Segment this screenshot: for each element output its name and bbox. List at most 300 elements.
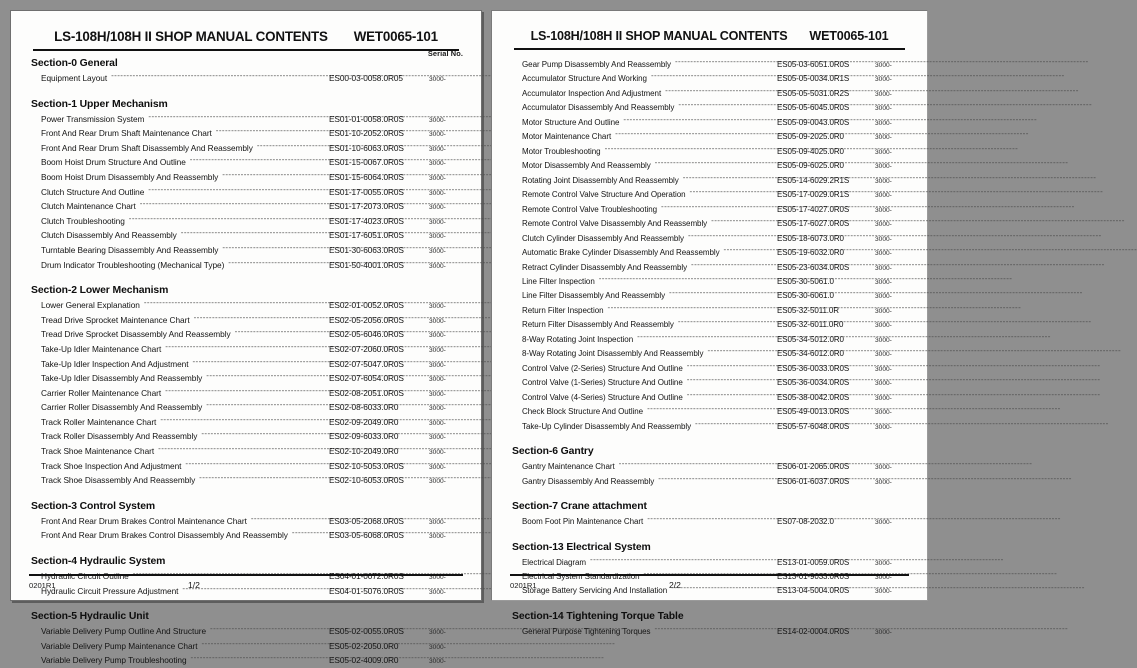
toc-entry-code: ES05-03-6051.0R0S: [777, 59, 850, 69]
toc-entry-title: Control Valve (4-Series) Structure And Outline: [522, 392, 683, 402]
toc-entry-code: ES00-03-0058.0R05: [329, 73, 403, 83]
toc-entry-title: Clutch Cylinder Disassembly And Reassembly: [522, 233, 684, 243]
toc-entry[interactable]: [510, 71, 909, 85]
toc-entry[interactable]: [29, 214, 463, 229]
toc-entry-title: 8-Way Rotating Joint Inspection: [522, 334, 634, 344]
toc-entry-serial: 3000-: [429, 574, 446, 582]
toc-entry[interactable]: [510, 332, 909, 346]
toc-entry-serial: 3000-: [875, 322, 892, 330]
toc-entry-code: ES02-01-0052.0R0S: [329, 300, 404, 311]
page-1: [10, 10, 482, 666]
toc-entry[interactable]: [510, 187, 909, 201]
toc-entry-code: ES05-34-5012.0R0: [777, 334, 844, 344]
toc-entry-title: Boom Hoist Drum Structure And Outline: [41, 157, 186, 168]
toc-entry-serial: 3000-: [875, 163, 892, 171]
toc-entry[interactable]: [29, 298, 463, 313]
toc-entry-serial: 3000-: [429, 218, 446, 226]
dot-leader: [165, 388, 325, 396]
toc-entry[interactable]: [29, 415, 463, 430]
toc-entry-code: ES14-02-0004.0R0S: [777, 626, 850, 636]
toc-entry-code: ES13-01-0059.0R0S: [777, 557, 850, 567]
toc-entry-code: ES01-17-6051.0R0S: [329, 230, 404, 241]
toc-entry[interactable]: [29, 342, 463, 357]
toc-entry-serial: 3000-: [875, 409, 892, 417]
toc-entry[interactable]: [29, 258, 463, 273]
dot-leader: [623, 117, 773, 125]
toc-entry-serial: 3000-: [875, 235, 892, 243]
toc-entry-serial: 3000-: [875, 588, 892, 596]
toc-entry[interactable]: [29, 371, 463, 386]
toc-entry-title: Retract Cylinder Disassembly And Reassembly: [522, 262, 688, 272]
toc-entry-title: Track Roller Maintenance Chart: [41, 416, 157, 427]
toc-entry-serial: 3000-: [875, 559, 892, 567]
toc-entry-serial: 3000-: [875, 464, 892, 472]
toc-entry[interactable]: [510, 100, 909, 114]
toc-entry-serial: 3000-: [875, 628, 892, 636]
toc-entry-title: Gantry Disassembly And Reassembly: [522, 476, 655, 486]
toc-entry[interactable]: [29, 199, 463, 214]
toc-entry-serial: 3000-: [875, 119, 892, 127]
toc-entry-serial: 3000-: [875, 250, 892, 258]
dot-leader: [292, 530, 325, 538]
toc-entry[interactable]: [29, 400, 463, 415]
header-rule: [33, 49, 459, 51]
toc-entry[interactable]: [510, 375, 909, 389]
toc-entry-serial: 3000-: [429, 145, 446, 153]
dot-leader: [158, 446, 325, 454]
toc-entry-serial: 3000-: [429, 303, 446, 311]
toc-entry-serial: 3000-: [875, 423, 892, 431]
toc-entry-serial: 3000-: [429, 317, 446, 325]
toc-entry-serial: 3000-: [875, 105, 892, 113]
toc-entry-code: ES05-23-6034.0R0S: [777, 262, 850, 272]
toc-entry[interactable]: [510, 624, 909, 638]
toc-entry-code: ES05-05-6045.0R0S: [777, 103, 850, 113]
toc-entry[interactable]: [510, 216, 909, 230]
toc-entry-title: Variable Delivery Pump Maintenance Chart: [41, 640, 198, 651]
toc-entry-code: ES05-34-6012.0R0: [777, 349, 844, 359]
dot-leader: [691, 262, 773, 270]
toc-entry-title: Control Valve (1-Series) Structure And Outline: [522, 378, 683, 388]
toc-entry-code: ES05-02-4009.0R0: [329, 655, 399, 666]
toc-entry-code: ES05-09-6025.0R0: [777, 161, 844, 171]
section-heading: Section-2 Lower Mechanism: [31, 285, 169, 297]
toc-entry-code: ES05-05-5031.0R2S: [777, 88, 850, 98]
dot-leader: [678, 319, 773, 327]
toc-entry-code: ES01-10-6063.0R0S: [329, 142, 404, 153]
toc-entry[interactable]: [510, 86, 909, 100]
toc-entry-code: ES05-17-0029.0R1S: [777, 190, 850, 200]
toc-entry-code: ES02-10-6053.0R0S: [329, 475, 404, 486]
toc-entry[interactable]: [29, 141, 463, 156]
dot-leader: [599, 276, 773, 284]
toc-entry-serial: 3000-: [429, 262, 446, 270]
section-heading: Section-13 Electrical System: [512, 541, 651, 553]
toc-entry-title: Take-Up Idler Inspection And Adjustment: [41, 358, 189, 369]
manual-title: LS-108H/108H II SHOP MANUAL CONTENTS: [530, 29, 788, 43]
toc-entry-code: ES01-17-4023.0R0S: [329, 215, 404, 226]
toc-entry-serial: 3000-: [875, 478, 892, 486]
dot-leader: [201, 641, 325, 649]
toc-entry[interactable]: [29, 313, 463, 328]
toc-entry-code: ES06-01-6037.0R0S: [777, 476, 850, 486]
dot-leader: [661, 204, 773, 212]
toc-entry-code: ES03-05-6068.0R0S: [329, 530, 404, 541]
toc-entry-title: Return Filter Disassembly And Reassembly: [522, 320, 674, 330]
dot-leader: [210, 626, 325, 634]
toc-entry-title: Accumulator Disassembly And Reassembly: [522, 103, 675, 113]
dot-leader: [637, 334, 773, 342]
toc-entry-title: Tread Drive Sprocket Disassembly And Reassembly: [41, 329, 231, 340]
dot-leader: [140, 201, 325, 209]
toc-entry[interactable]: [29, 653, 463, 668]
dot-leader: [160, 417, 325, 425]
toc-entry[interactable]: [510, 514, 909, 528]
section-heading: Section-4 Hydraulic System: [31, 556, 166, 568]
serial-no-column-header: Serial No.: [427, 49, 463, 58]
toc-entry[interactable]: [29, 228, 463, 243]
toc-entry-code: ES07-08-2032.0: [777, 517, 834, 527]
toc-entry-serial: 3000-: [429, 658, 446, 666]
toc-entry-title: Track Shoe Maintenance Chart: [41, 446, 155, 457]
footer-row: [29, 580, 463, 590]
toc-entry-title: Electrical System Standardization: [522, 572, 640, 581]
toc-entry-code: ES02-07-6054.0R0S: [329, 373, 404, 384]
toc-entry-serial: 3000-: [875, 76, 892, 84]
toc-entry-title: Line Filter Disassembly And Reassembly: [522, 291, 666, 301]
toc-entry-code: ES01-17-2073.0R0S: [329, 201, 404, 212]
dot-leader: [206, 402, 325, 410]
footer-rule: [510, 574, 909, 576]
toc-entry[interactable]: [510, 57, 909, 71]
toc-entry-code: ES01-17-0055.0R0S: [329, 186, 404, 197]
toc-entry-title: Front And Rear Drum Brakes Control Disassembly And Reassembly: [41, 530, 288, 541]
dot-leader: [190, 157, 325, 165]
toc-entry-title: Front And Rear Drum Shaft Disassembly And Reassembly: [41, 142, 253, 153]
dot-leader: [194, 315, 325, 323]
dot-leader: [687, 392, 773, 400]
dot-leader: [707, 348, 773, 356]
toc-entry[interactable]: [510, 173, 909, 187]
toc-entry[interactable]: [29, 514, 463, 529]
toc-entry[interactable]: [29, 126, 463, 141]
page-2-inner: [492, 11, 927, 636]
toc-entry-serial: 3000-: [429, 419, 446, 427]
dot-leader: [228, 260, 325, 268]
toc-entry-code: ES01-01-0058.0R0S: [329, 113, 404, 124]
toc-entry-serial: 3000-: [875, 61, 892, 69]
dot-leader: [658, 476, 773, 484]
toc-entry-code: ES13-04-5004.0R0S: [777, 586, 850, 596]
toc-entry-title: Track Shoe Inspection And Adjustment: [41, 460, 182, 471]
toc-entry-code: ES05-30-5061.0: [777, 276, 834, 286]
toc-entry-serial: 3000-: [429, 233, 446, 241]
toc-entry-code: ES06-01-2065.0R0S: [777, 462, 850, 472]
page-number: 1/2: [188, 580, 200, 590]
toc-entry-title: General Purpose Tightening Torques: [522, 626, 651, 636]
toc-entry-code: ES05-09-2025.0R0: [777, 132, 844, 142]
toc-entry[interactable]: [29, 459, 463, 474]
toc-entry-code: ES05-17-4027.0R0S: [777, 204, 850, 214]
toc-entry[interactable]: [29, 170, 463, 185]
dot-leader: [647, 516, 773, 524]
toc-entry[interactable]: [29, 327, 463, 342]
toc-entry[interactable]: [29, 357, 463, 372]
toc-entry-title: Accumulator Structure And Working: [522, 74, 647, 84]
page-2-footer: [510, 574, 909, 590]
toc-entry[interactable]: [510, 115, 909, 129]
section-heading: Section-7 Crane attachment: [512, 501, 647, 513]
toc-entry-serial: 3000-: [429, 643, 446, 651]
toc-entry-title: Front And Rear Drum Shaft Maintenance Chart: [41, 128, 212, 139]
toc-entry[interactable]: [29, 639, 463, 654]
page-1-footer: [29, 571, 463, 590]
section-heading: Section-5 Hydraulic Unit: [31, 611, 149, 623]
toc-entry-serial: 3000-: [875, 134, 892, 142]
toc-entry-title: Power Transmission System: [41, 113, 145, 124]
toc-entry-title: Carrier Roller Maintenance Chart: [41, 387, 162, 398]
toc-entry-title: Clutch Disassembly And Reassembly: [41, 230, 177, 241]
toc-entry-title: Hydraulic Circuit Pressure Adjustment: [41, 585, 179, 596]
toc-entry[interactable]: [29, 71, 463, 86]
toc-entry[interactable]: [29, 185, 463, 200]
dot-leader: [651, 73, 773, 81]
toc-entry[interactable]: [510, 303, 909, 317]
toc-entry[interactable]: [29, 444, 463, 459]
toc-entry-title: Tread Drive Sprocket Maintenance Chart: [41, 314, 190, 325]
section-heading: Section-1 Upper Mechanism: [31, 98, 168, 110]
toc-entry[interactable]: [510, 390, 909, 404]
toc-entry[interactable]: [29, 473, 463, 488]
toc-entry[interactable]: [510, 202, 909, 216]
toc-entry-title: Clutch Maintenance Chart: [41, 201, 136, 212]
toc-entry-title: Drum Indicator Troubleshooting (Mechanical Type): [41, 259, 225, 270]
toc-entry-title: Variable Delivery Pump Troubleshooting: [41, 655, 187, 666]
toc-entry[interactable]: [29, 528, 463, 543]
toc-entry-serial: 3000-: [429, 189, 446, 197]
toc-entry-serial: 3000-: [429, 116, 446, 124]
toc-entry-serial: 3000-: [429, 247, 446, 255]
dot-leader: [148, 187, 325, 195]
dot-leader: [185, 461, 325, 469]
dot-leader: [235, 329, 325, 337]
toc-entry[interactable]: [29, 155, 463, 170]
toc-entry[interactable]: [510, 245, 909, 259]
dot-leader: [675, 59, 773, 67]
toc-entry-serial: 3000-: [875, 264, 892, 272]
dot-leader: [191, 655, 325, 663]
toc-entry-code: ES05-02-0055.0R0S: [329, 626, 404, 637]
dot-leader: [257, 143, 325, 151]
toc-entry-title: Automatic Brake Cylinder Disassembly And Reassembly: [522, 248, 720, 258]
toc-entry-title: Control Valve (2-Series) Structure And Outline: [522, 363, 683, 373]
toc-entry-serial: 3000-: [429, 376, 446, 384]
toc-entry-serial: 3000-: [875, 90, 892, 98]
toc-entry-code: ES05-36-0033.0R0S: [777, 363, 850, 373]
toc-entry-serial: 3000-: [429, 361, 446, 369]
toc-entry-title: Track Roller Disassembly And Reassembly: [41, 431, 198, 442]
toc-entry-code: ES05-32-5011.0R: [777, 305, 839, 315]
document-number: WET0065-101: [809, 29, 889, 43]
page-2-toc: [510, 57, 909, 638]
toc-entry-code: ES05-57-6048.0R0S: [777, 421, 850, 431]
toc-entry-code: ES01-10-2052.0R0S: [329, 128, 404, 139]
toc-entry-code: ES02-10-5053.0R0S: [329, 460, 404, 471]
toc-entry[interactable]: [510, 260, 909, 274]
toc-entry-serial: 3000-: [429, 332, 446, 340]
toc-entry-title: Motor Disassembly And Reassembly: [522, 161, 651, 171]
toc-entry-code: ES01-15-0067.0R0S: [329, 157, 404, 168]
toc-entry-code: ES05-09-4025.0R0: [777, 146, 844, 156]
dot-leader: [192, 359, 325, 367]
toc-entry-code: ES05-17-6027.0R0S: [777, 219, 850, 229]
toc-entry-code: ES02-05-6046.0R0S: [329, 329, 404, 340]
dot-leader: [647, 406, 773, 414]
toc-entry-serial: 3000-: [429, 346, 446, 354]
toc-entry[interactable]: [29, 386, 463, 401]
toc-entry[interactable]: [510, 231, 909, 245]
dot-leader: [222, 245, 325, 253]
toc-entry-serial: 3000-: [875, 221, 892, 229]
toc-entry-code: ES05-14-6029.2R1S: [777, 175, 850, 185]
toc-entry-serial: 3000-: [875, 351, 892, 359]
toc-entry-serial: 3000-: [429, 405, 446, 413]
page-1-inner: [11, 11, 481, 666]
dot-leader: [678, 102, 773, 110]
toc-entry-code: ES02-08-2051.0R0S: [329, 387, 404, 398]
toc-entry-title: Track Shoe Disassembly And Reassembly: [41, 475, 196, 486]
section-heading: Section-3 Control System: [31, 500, 156, 512]
toc-entry-title: Remote Control Valve Disassembly And Reassembly: [522, 219, 708, 229]
toc-entry-code: ES01-50-4001.0R0S: [329, 259, 404, 270]
toc-entry-title: Motor Maintenance Chart: [522, 132, 612, 142]
toc-entry-code: ES02-07-2060.0R0S: [329, 343, 404, 354]
footer-rule: [29, 574, 463, 576]
manual-title: LS-108H/108H II SHOP MANUAL CONTENTS: [54, 29, 328, 44]
dot-leader: [251, 516, 325, 524]
toc-entry-serial: 3000-: [429, 588, 446, 596]
toc-entry-title: Turntable Bearing Disassembly And Reassembly: [41, 244, 219, 255]
toc-entry-serial: 3000-: [875, 380, 892, 388]
toc-entry-serial: 3000-: [429, 629, 446, 637]
toc-entry[interactable]: [510, 346, 909, 360]
dot-leader: [216, 128, 325, 136]
toc-entry[interactable]: [510, 274, 909, 288]
toc-entry-title: Front And Rear Drum Brakes Control Maintenance Chart: [41, 515, 247, 526]
toc-entry[interactable]: [510, 419, 909, 433]
dot-leader: [711, 218, 773, 226]
toc-entry-title: Accumulator Inspection And Adjustment: [522, 88, 662, 98]
dot-leader: [654, 626, 773, 634]
toc-entry-serial: 3000-: [429, 160, 446, 168]
toc-entry-title: Motor Troubleshooting: [522, 146, 601, 156]
dot-leader: [655, 160, 773, 168]
toc-entry-title: Take-Up Idler Disassembly And Reassembly: [41, 373, 203, 384]
toc-entry-serial: 3000-: [429, 518, 446, 526]
toc-entry-title: Return Filter Inspection: [522, 305, 604, 315]
toc-entry-serial: 3000-: [875, 148, 892, 156]
toc-entry[interactable]: [510, 555, 909, 569]
toc-entry-code: ES02-08-6033.0R0: [329, 402, 399, 413]
toc-entry[interactable]: [510, 361, 909, 375]
toc-entry-serial: 3000-: [875, 293, 892, 301]
dot-leader: [165, 344, 325, 352]
toc-entry-title: Check Block Structure And Outline: [522, 407, 644, 417]
toc-entry-code: ES05-02-2050.0R0: [329, 640, 399, 651]
toc-entry-serial: 3000-: [429, 131, 446, 139]
toc-entry-title: Line Filter Inspection: [522, 276, 595, 286]
toc-entry[interactable]: [29, 429, 463, 444]
toc-entry[interactable]: [29, 112, 463, 127]
dot-leader: [683, 175, 773, 183]
toc-entry[interactable]: [510, 459, 909, 473]
toc-entry[interactable]: [510, 158, 909, 172]
toc-entry-code: ES03-05-2068.0R0S: [329, 515, 404, 526]
section-heading: Section-6 Gantry: [512, 446, 594, 458]
toc-entry-code: ES02-05-2056.0R0S: [329, 314, 404, 325]
dot-leader: [605, 146, 773, 154]
toc-entry-title: Clutch Structure And Outline: [41, 186, 145, 197]
section-heading: Section-14 Tightening Torque Table: [512, 611, 684, 622]
toc-entry-title: Carrier Roller Disassembly And Reassembly: [41, 402, 203, 413]
toc-entry-title: Boom Foot Pin Maintenance Chart: [522, 517, 644, 527]
toc-entry-title: Equipment Layout: [41, 73, 108, 83]
dot-leader: [669, 290, 773, 298]
toc-entry-code: ES05-05-0034.0R1S: [777, 74, 850, 84]
toc-entry[interactable]: [29, 624, 463, 639]
revision-code: 0201R1: [29, 581, 56, 590]
dot-leader: [144, 300, 325, 308]
toc-entry-code: ES05-36-0034.0R0S: [777, 378, 850, 388]
toc-entry-code: ES01-30-6063.0R0S: [329, 244, 404, 255]
dot-leader: [129, 216, 325, 224]
toc-entry-serial: 3000-: [875, 336, 892, 344]
toc-entry-serial: 3000-: [429, 463, 446, 471]
toc-entry[interactable]: [510, 474, 909, 488]
toc-entry-code: ES02-07-5047.0R0S: [329, 358, 404, 369]
toc-entry-title: Storage Battery Servicing And Installation: [522, 586, 668, 596]
dot-leader: [688, 233, 773, 241]
toc-entry[interactable]: [510, 317, 909, 331]
toc-entry-code: ES13-01-9033.0R0S: [777, 572, 850, 581]
toc-entry-title: Motor Structure And Outline: [522, 117, 620, 127]
toc-entry[interactable]: [510, 404, 909, 418]
dot-leader: [181, 230, 325, 238]
toc-entry-serial: 3000-: [429, 478, 446, 486]
toc-entry-code: ES05-30-6061.0: [777, 291, 834, 301]
toc-entry-title: 8-Way Rotating Joint Disassembly And Reassembly: [522, 349, 704, 359]
dot-leader: [201, 431, 325, 439]
toc-entry-title: Remote Control Valve Troubleshooting: [522, 204, 658, 214]
toc-entry-title: Gantry Maintenance Chart: [522, 462, 615, 472]
toc-entry-title: Variable Delivery Pump Outline And Structure: [41, 626, 207, 637]
toc-entry-code: ES01-15-6064.0R0S: [329, 171, 404, 182]
toc-entry-serial: 3000-: [875, 365, 892, 373]
toc-entry-code: ES05-38-0042.0R0S: [777, 392, 850, 402]
revision-code: 0201R1: [510, 581, 537, 590]
toc-entry[interactable]: [29, 243, 463, 258]
toc-entry-serial: 3000-: [429, 204, 446, 212]
toc-entry[interactable]: [510, 144, 909, 158]
toc-entry[interactable]: [510, 129, 909, 143]
page-number: 2/2: [669, 580, 681, 590]
toc-entry-code: ES02-09-6033.0R0: [329, 431, 399, 442]
dot-leader: [608, 305, 773, 313]
toc-entry-serial: 3000-: [429, 449, 446, 457]
toc-entry[interactable]: [510, 289, 909, 303]
toc-entry-serial: 3000-: [429, 390, 446, 398]
toc-entry-serial: 3000-: [429, 76, 446, 83]
